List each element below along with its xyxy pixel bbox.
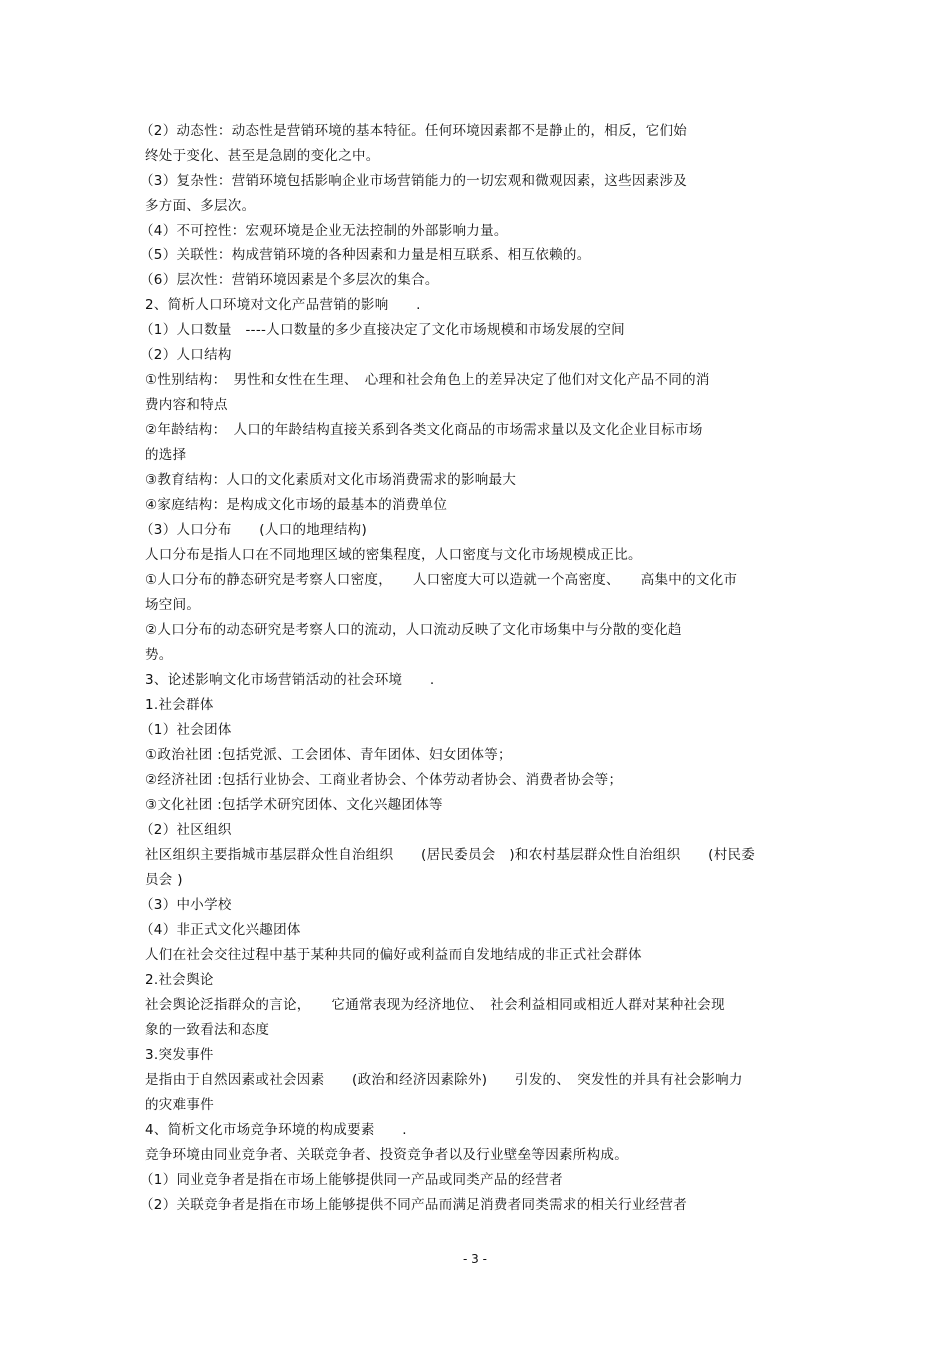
text-line: ①人口分布的静态研究是考察人口密度， 人口密度大可以造就一个高密度、 高集中的文化市 xyxy=(145,572,738,588)
text-line: 社会舆论泛指群众的言论， 它通常表现为经济地位、 社会利益相同或相近人群对某种社会现 xyxy=(145,997,725,1013)
text-line: ②年龄结构： 人口的年龄结构直接关系到各类文化商品的市场需求量以及文化企业目标市场 xyxy=(145,422,703,438)
text-line: （1）同业竞争者是指在市场上能够提供同一产品或同类产品的经营者 xyxy=(140,1172,563,1188)
text-line: 员会 ) xyxy=(145,872,183,888)
text-line: 象的一致看法和态度 xyxy=(145,1022,270,1038)
text-line: （3）复杂性：营销环境包括影响企业市场营销能力的一切宏观和微观因素，这些因素涉及 xyxy=(140,173,688,189)
text-line: 1.社会群体 xyxy=(145,697,214,713)
text-line: ③文化社团 :包括学术研究团体、文化兴趣团体等 xyxy=(145,797,443,813)
text-line: （3）中小学校 xyxy=(140,897,232,913)
text-line: 竞争环境由同业竞争者、关联竞争者、投资竞争者以及行业壁垒等因素所构成。 xyxy=(145,1147,628,1163)
text-line: （4）不可控性：宏观环境是企业无法控制的外部影响力量。 xyxy=(140,223,508,239)
text-line: 2、简析人口环境对文化产品营销的影响 . xyxy=(145,297,421,313)
text-line: ③教育结构：人口的文化素质对文化市场消费需求的影响最大 xyxy=(145,472,517,488)
text-line: （3）人口分布 (人口的地理结构) xyxy=(140,522,368,538)
text-line: 多方面、多层次。 xyxy=(145,198,256,214)
text-line: 的选择 xyxy=(145,447,187,463)
text-line: 人们在社会交往过程中基于某种共同的偏好或利益而自发地结成的非正式社会群体 xyxy=(145,947,642,963)
page-number: - 3 - xyxy=(463,1252,487,1266)
text-line: （5）关联性：构成营销环境的各种因素和力量是相互联系、相互依赖的。 xyxy=(140,247,591,263)
text-line: 场空间。 xyxy=(145,597,201,613)
text-line: 终处于变化、甚至是急剧的变化之中。 xyxy=(145,148,380,164)
text-line: 2.社会舆论 xyxy=(145,972,214,988)
text-line: （4）非正式文化兴趣团体 xyxy=(140,922,301,938)
text-line: （2）关联竞争者是指在市场上能够提供不同产品而满足消费者同类需求的相关行业经营者 xyxy=(140,1197,688,1213)
text-line: 3.突发事件 xyxy=(145,1047,214,1063)
text-line: 4、简析文化市场竞争环境的构成要素 . xyxy=(145,1122,407,1138)
text-line: （2）社区组织 xyxy=(140,822,232,838)
text-line: ④家庭结构：是构成文化市场的最基本的消费单位 xyxy=(145,497,448,513)
text-line: 是指由于自然因素或社会因素 (政治和经济因素除外) 引发的、 突发性的并具有社会影响力 xyxy=(145,1072,743,1088)
text-line: （1）社会团体 xyxy=(140,722,232,738)
text-line: 费内容和特点 xyxy=(145,397,228,413)
text-line: ②人口分布的动态研究是考察人口的流动，人口流动反映了文化市场集中与分散的变化趋 xyxy=(145,622,682,638)
text-line: ①政治社团 :包括党派、工会团体、青年团体、妇女团体等； xyxy=(145,747,512,763)
text-line: 社区组织主要指城市基层群众性自治组织 (居民委员会 )和农村基层群众性自治组织 (村民委 xyxy=(145,847,756,863)
text-line: （2）动态性：动态性是营销环境的基本特征。任何环境因素都不是静止的，相反，它们始 xyxy=(140,123,688,139)
text-line: ②经济社团 :包括行业协会、工商业者协会、个体劳动者协会、消费者协会等； xyxy=(145,772,623,788)
text-line: 的灾难事件 xyxy=(145,1097,214,1113)
text-line: ①性别结构： 男性和女性在生理、 心理和社会角色上的差异决定了他们对文化产品不同的消 xyxy=(145,372,710,388)
text-line: （6）层次性：营销环境因素是个多层次的集合。 xyxy=(140,272,439,288)
text-line: （2）人口结构 xyxy=(140,347,232,363)
text-line: 人口分布是指人口在不同地理区域的密集程度，人口密度与文化市场规模成正比。 xyxy=(145,547,642,563)
text-line: 3、论述影响文化市场营销活动的社会环境 . xyxy=(145,672,435,688)
text-line: （1）人口数量 ----人口数量的多少直接决定了文化市场规模和市场发展的空间 xyxy=(140,322,625,338)
text-line: 势。 xyxy=(145,647,173,663)
